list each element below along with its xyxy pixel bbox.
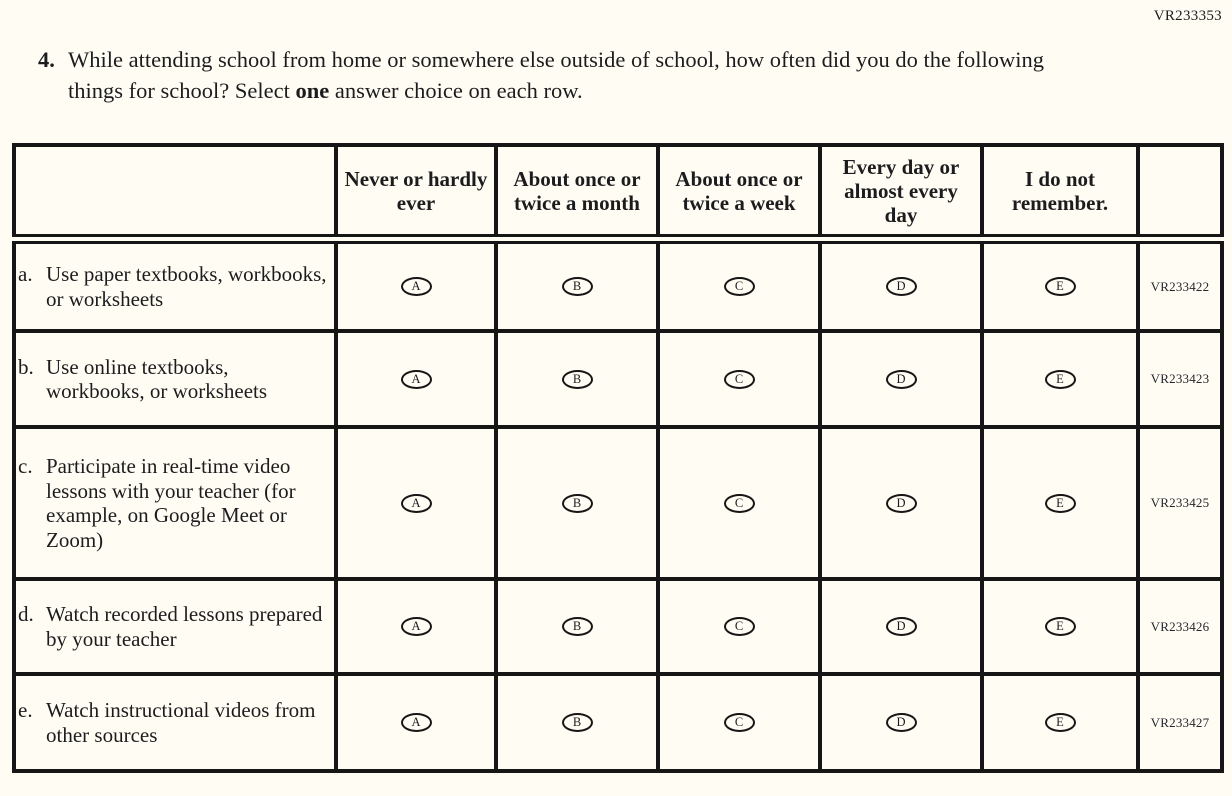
column-header-everyday: Every day or almost every day [820, 145, 982, 239]
option-bubble-a[interactable]: A [401, 494, 432, 513]
option-bubble-b[interactable]: B [562, 494, 593, 513]
question-text-bold: one [295, 78, 330, 103]
response-grid [12, 143, 1224, 773]
option-bubble-e[interactable]: E [1045, 494, 1076, 513]
row-letter: a. [18, 262, 33, 286]
option-bubble-a[interactable]: A [401, 370, 432, 389]
column-header-blank [14, 145, 336, 239]
option-bubble-c[interactable]: C [724, 370, 755, 389]
option-bubble-c[interactable]: C [724, 713, 755, 732]
row-label: Use online textbooks, workbooks, or worksheets [46, 354, 268, 403]
row-stem [14, 331, 336, 427]
row-stem [14, 239, 336, 331]
row-code: VR233427 [1138, 674, 1222, 771]
row-label: Watch instructional videos from other sources [46, 698, 316, 747]
row-letter: c. [18, 454, 33, 478]
option-bubble-b[interactable]: B [562, 617, 593, 636]
row-stem [14, 674, 336, 771]
question-text-post: answer choice on each row. [329, 78, 583, 103]
option-bubble-e[interactable]: E [1045, 713, 1076, 732]
option-bubble-b[interactable]: B [562, 713, 593, 732]
row-label: Watch recorded lessons prepared by your teacher [46, 602, 323, 651]
row-letter: d. [18, 602, 34, 626]
table-row [14, 579, 1222, 674]
form-code: VR233353 [1153, 8, 1222, 24]
option-bubble-b[interactable]: B [562, 277, 593, 296]
option-bubble-e[interactable]: E [1045, 617, 1076, 636]
row-code: VR233426 [1138, 579, 1222, 674]
question-block [38, 44, 1108, 106]
row-code: VR233425 [1138, 427, 1222, 579]
table-row [14, 427, 1222, 579]
row-label: Participate in real-time video lessons with your teacher (for example, on Google Meet or Zoom) [46, 454, 296, 552]
option-bubble-d[interactable]: D [886, 713, 917, 732]
option-bubble-a[interactable]: A [401, 277, 432, 296]
row-stem [14, 427, 336, 579]
column-header-week: About once or twice a week [658, 145, 820, 239]
question-text [68, 44, 1088, 106]
table-row [14, 239, 1222, 331]
option-bubble-c[interactable]: C [724, 277, 755, 296]
row-label: Use paper textbooks, workbooks, or worksheets [46, 262, 327, 311]
row-stem [14, 579, 336, 674]
option-bubble-a[interactable]: A [401, 617, 432, 636]
header-row [14, 145, 1222, 239]
row-code: VR233423 [1138, 331, 1222, 427]
option-bubble-d[interactable]: D [886, 370, 917, 389]
option-bubble-d[interactable]: D [886, 617, 917, 636]
column-header-never: Never or hardly ever [336, 145, 496, 239]
question-number: 4. [38, 47, 55, 72]
column-header-not-remember: I do not remember. [982, 145, 1138, 239]
option-bubble-d[interactable]: D [886, 494, 917, 513]
question-text-pre: While attending school from home or somewhere else outside of school, how often did you do the following things for school? Select [68, 47, 1045, 103]
option-bubble-c[interactable]: C [724, 494, 755, 513]
table-row [14, 674, 1222, 771]
option-bubble-e[interactable]: E [1045, 277, 1076, 296]
option-bubble-e[interactable]: E [1045, 370, 1076, 389]
column-header-code [1138, 145, 1222, 239]
option-bubble-d[interactable]: D [886, 277, 917, 296]
row-code: VR233422 [1138, 239, 1222, 331]
table-row [14, 331, 1222, 427]
option-bubble-b[interactable]: B [562, 370, 593, 389]
option-bubble-a[interactable]: A [401, 713, 432, 732]
row-letter: b. [18, 354, 34, 379]
option-bubble-c[interactable]: C [724, 617, 755, 636]
column-header-month: About once or twice a month [496, 145, 658, 239]
row-letter: e. [18, 698, 33, 722]
